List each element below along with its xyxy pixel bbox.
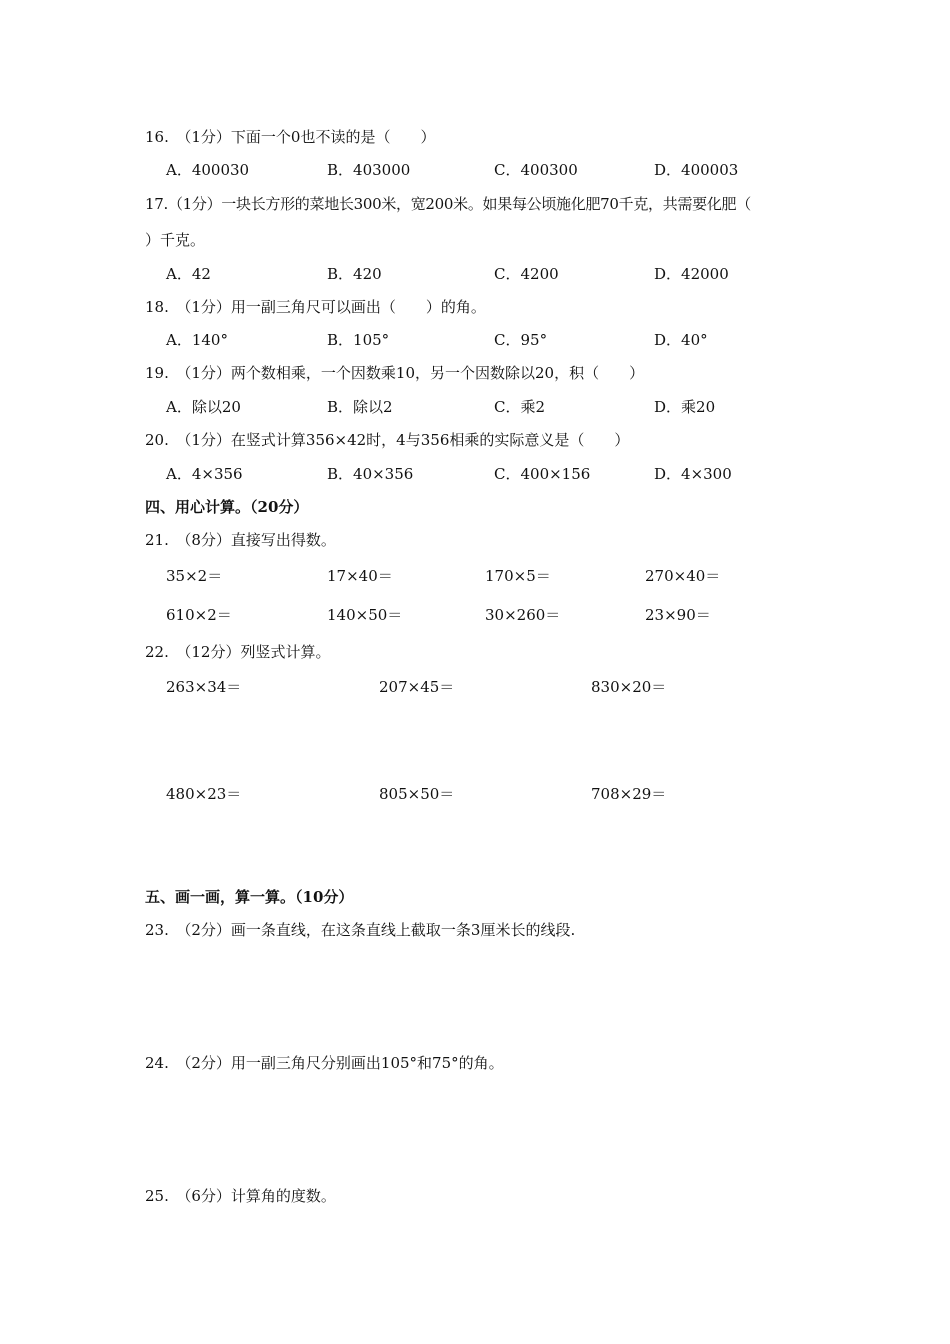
question-17-option-c: C．4200 bbox=[494, 265, 559, 283]
question-23-text: 23. （2分）画一条直线，在这条直线上截取一条3厘米长的线段. bbox=[145, 921, 576, 939]
question-22-item: 708×29＝ bbox=[591, 785, 667, 803]
question-21-item: 610×2＝ bbox=[166, 606, 232, 624]
question-22-item: 830×20＝ bbox=[591, 678, 667, 696]
question-19-option-b: B．除以2 bbox=[327, 398, 393, 416]
question-21-item: 170×5＝ bbox=[485, 567, 551, 585]
section-4-title: 四、用心计算。（20分） bbox=[145, 498, 309, 516]
question-22-item: 263×34＝ bbox=[166, 678, 242, 696]
question-18-option-b: B．105° bbox=[327, 331, 390, 349]
question-18-option-d: D．40° bbox=[654, 331, 708, 349]
question-20-option-d: D．4×300 bbox=[654, 465, 732, 483]
question-19-text: 19. （1分）两个数相乘，一个因数乘10，另一个因数除以20，积（ ） bbox=[145, 364, 645, 382]
question-22-item: 480×23＝ bbox=[166, 785, 242, 803]
question-17-option-d: D．42000 bbox=[654, 265, 729, 283]
question-21-item: 30×260＝ bbox=[485, 606, 561, 624]
question-16-option-c: C．400300 bbox=[494, 161, 578, 179]
question-18-option-a: A．140° bbox=[166, 331, 228, 349]
question-16-option-a: A．400030 bbox=[166, 161, 250, 179]
question-19-option-a: A．除以20 bbox=[166, 398, 241, 416]
question-21-item: 17×40＝ bbox=[327, 567, 393, 585]
question-21-item: 35×2＝ bbox=[166, 567, 223, 585]
question-17-option-b: B．420 bbox=[327, 265, 382, 283]
question-20-option-b: B．40×356 bbox=[327, 465, 414, 483]
question-20-text: 20. （1分）在竖式计算356×42时，4与356相乘的实际意义是（ ） bbox=[145, 431, 630, 449]
question-20-option-a: A．4×356 bbox=[166, 465, 243, 483]
question-19-option-c: C．乘2 bbox=[494, 398, 546, 416]
question-21-item: 23×90＝ bbox=[645, 606, 711, 624]
question-16-option-d: D．400003 bbox=[654, 161, 739, 179]
question-17-option-a: A．42 bbox=[166, 265, 211, 283]
question-22-item: 805×50＝ bbox=[379, 785, 455, 803]
question-18-option-c: C．95° bbox=[494, 331, 548, 349]
question-17-text-line2: ）千克。 bbox=[145, 231, 206, 249]
question-19-option-d: D．乘20 bbox=[654, 398, 716, 416]
question-25-text: 25. （6分）计算角的度数。 bbox=[145, 1187, 336, 1205]
question-16-text: 16. （1分）下面一个0也不读的是（ ） bbox=[145, 128, 436, 146]
question-17-text-line1: 17.（1分）一块长方形的菜地长300米，宽200米。如果每公顷施化肥70千克，共需要化肥（ bbox=[145, 195, 751, 213]
question-21-text: 21. （8分）直接写出得数。 bbox=[145, 531, 336, 549]
question-24-text: 24. （2分）用一副三角尺分别画出105°和75°的角。 bbox=[145, 1054, 504, 1072]
question-21-item: 270×40＝ bbox=[645, 567, 721, 585]
question-21-item: 140×50＝ bbox=[327, 606, 403, 624]
question-22-item: 207×45＝ bbox=[379, 678, 455, 696]
question-22-text: 22. （12分）列竖式计算。 bbox=[145, 643, 331, 661]
question-20-option-c: C．400×156 bbox=[494, 465, 591, 483]
question-16-option-b: B．403000 bbox=[327, 161, 411, 179]
question-18-text: 18. （1分）用一副三角尺可以画出（ ）的角。 bbox=[145, 298, 486, 316]
section-5-title: 五、画一画，算一算。（10分） bbox=[145, 888, 354, 906]
